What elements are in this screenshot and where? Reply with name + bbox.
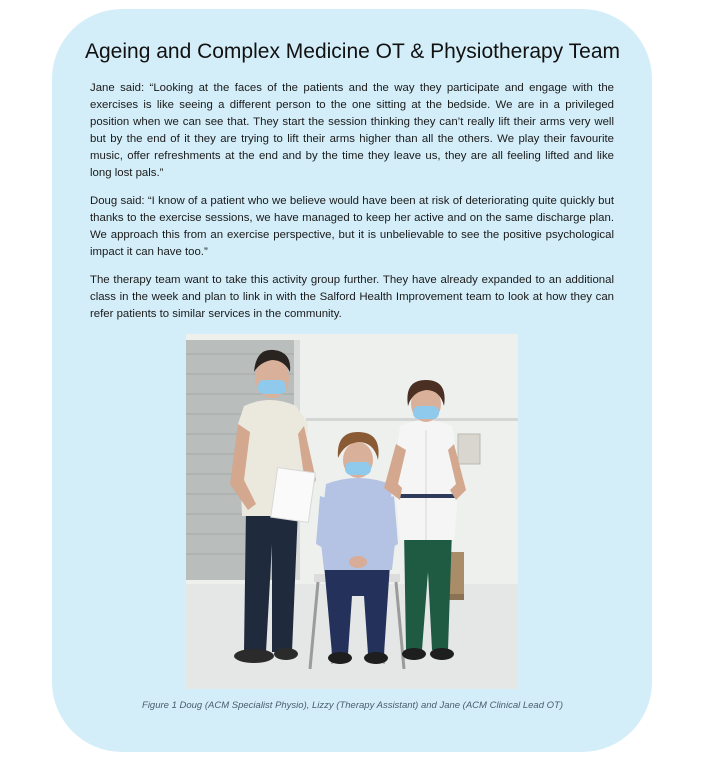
team-plans-paragraph: The therapy team want to take this activity group further. They have already expanded to an additional class in the week and plan to link in with the Salford Health Improvement team to look at how they can refer patients to similar services in the community. — [90, 274, 614, 320]
page-title: Ageing and Complex Medicine OT & Physiotherapy Team — [84, 40, 620, 63]
doug-quote-paragraph: Doug said: “I know of a patient who we believe would have been at risk of deteriorating quite quickly but thanks to the exercise sessions, we have managed to keep her active and on the same discharge plan. We approach this from an exercise perspective, but it is unbelievable to see the positive psychological impact it can have too.” — [90, 195, 614, 258]
figure-caption: Figure 1 Doug (ACM Specialist Physio), Lizzy (Therapy Assistant) and Jane (ACM Clinical Lead OT) — [142, 700, 563, 711]
team-photo — [186, 334, 518, 689]
jane-quote-paragraph: Jane said: “Looking at the faces of the patients and the way they participate and engage with the exercises is like seeing a different person to the one sitting at the bedside. We are in a privileged position when we can see that. They start the session thinking they can’t really lift their arms very well but by the end of it they are trying to lift their arms higher than all the others. We play their favourite music, offer refreshments at the end and by the time they leave us, they are all feeling lifted and like long lost pals.” — [90, 82, 614, 179]
